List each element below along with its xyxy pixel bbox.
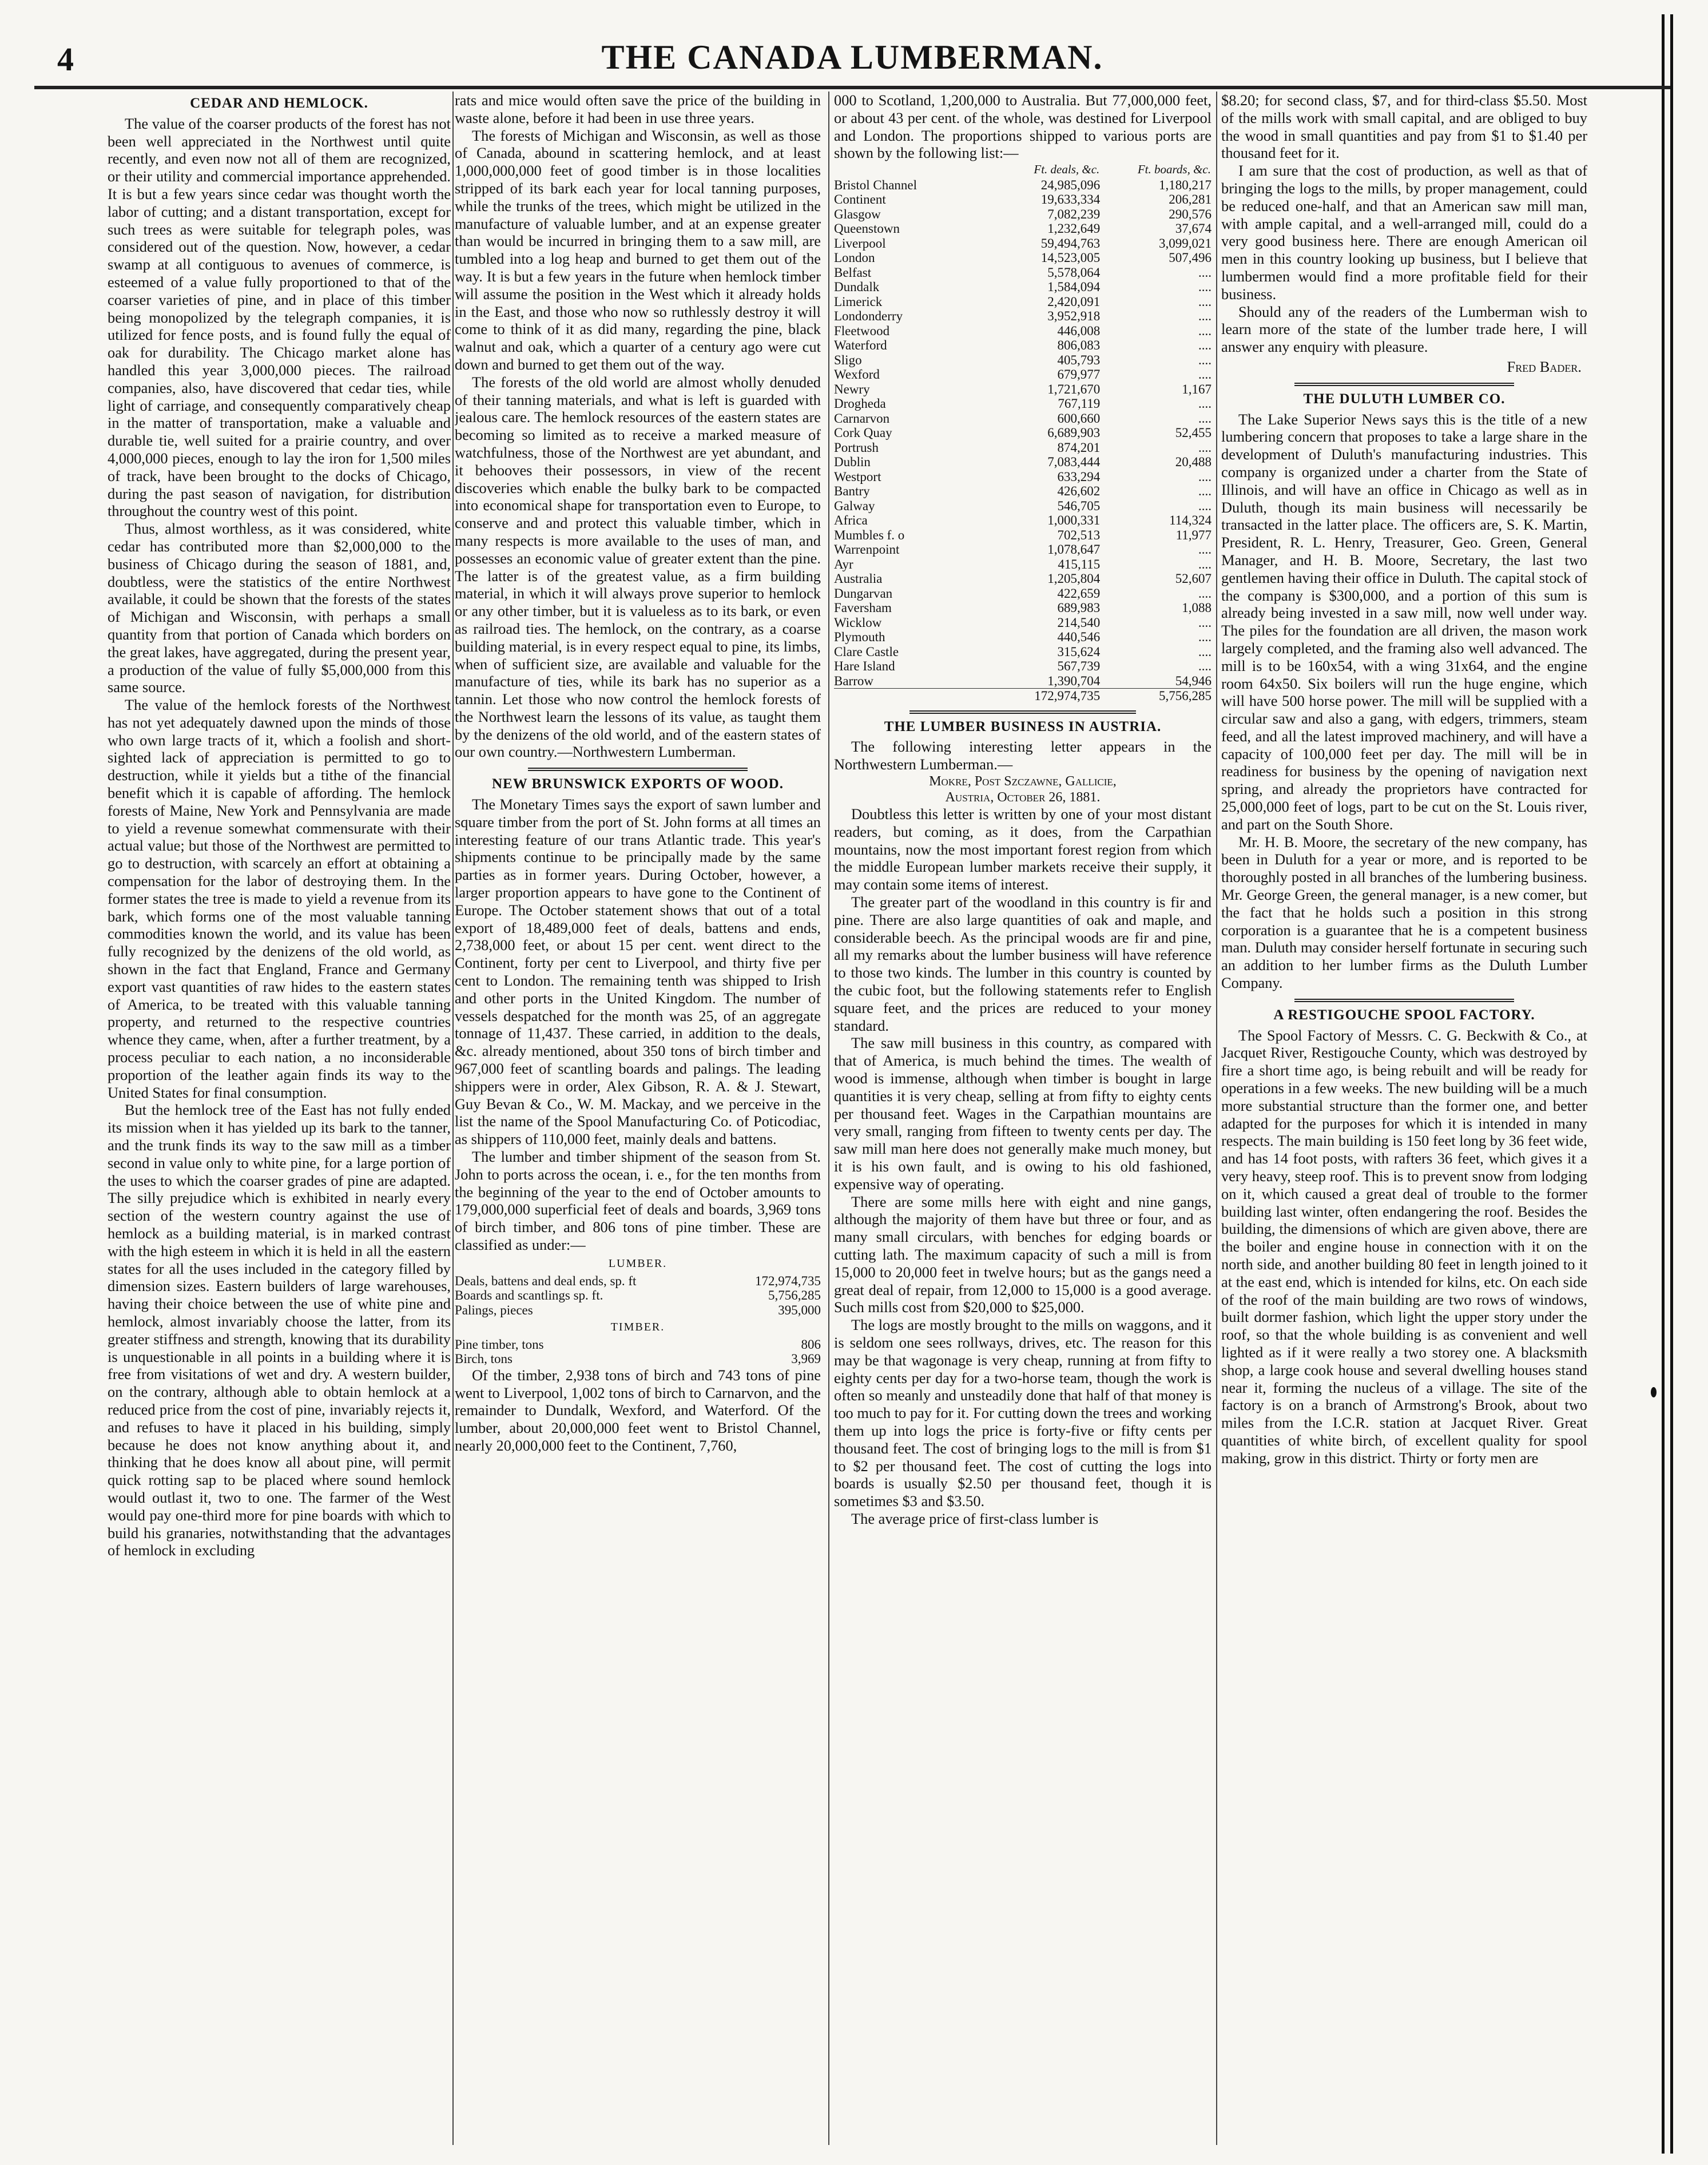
table-row: [834, 440, 1212, 455]
table-cell: Barrow: [834, 673, 873, 688]
table-cell: 422,659: [1057, 586, 1101, 601]
table-row: [834, 338, 1212, 353]
table-row: [834, 309, 1212, 324]
table-cell: 446,008: [1057, 323, 1101, 338]
table-row: [834, 295, 1212, 309]
article-heading-cedar-hemlock: CEDAR AND HEMLOCK.: [190, 96, 368, 111]
table-cell: 702,513: [1057, 527, 1101, 542]
table-total-row: [834, 689, 1212, 704]
lumber-table: [455, 1274, 821, 1318]
table-row: [834, 382, 1212, 397]
table-cell: 1,584,094: [1047, 280, 1101, 295]
ports-table: [834, 162, 1212, 704]
table-cell: 3,952,918: [1047, 309, 1101, 324]
table-cell: 3,969: [791, 1352, 821, 1366]
table-cell: 214,540: [1057, 615, 1101, 630]
table-header-row: [834, 162, 1212, 178]
table-cell: Boards and scantlings sp. ft.: [455, 1288, 603, 1303]
dateline: Austria, October 26, 1881.: [945, 790, 1101, 805]
header-rule: [34, 86, 1670, 89]
paragraph: Mr. H. B. Moore, the secretary of the new company, has been in Duluth for a year or more, and is reported to be thoroughly posted in all branches of the lumbering business. Mr. George Green, the general manager, is a new comer, but the fact that he holds such a position in this strong corporation is a guarantee that he is a competent business man. Duluth may consider herself fortunate in securing such an addition to her lumber firms as the Duluth Lumber Company.: [1221, 833, 1587, 992]
paragraph: The following interesting letter appears in the Northwestern Lumberman.—: [834, 738, 1212, 773]
paragraph: The saw mill business in this country, as compared with that of America, is much behind the times. The wealth of wood is immense, although when timber is bought in large quantities it is very cheap, selling at from fifty to eighty cents per thousand feet. Wages in the Carpathian mountains are very small, ranging from fifteen to twenty cents per day. The saw mill man here does not generally make much money, but it is his own fault, and is owing to his old fashioned, expensive way of operating.: [834, 1034, 1212, 1193]
table-cell: ....: [1198, 367, 1212, 382]
article-heading-austria: THE LUMBER BUSINESS IN AUSTRIA.: [884, 718, 1162, 734]
table-cell: ....: [1198, 440, 1212, 455]
table-cell: Clare Castle: [834, 644, 899, 659]
table-cell: 52,607: [1175, 571, 1212, 586]
table-row: [834, 353, 1212, 368]
table-cell: 1,390,704: [1047, 673, 1101, 688]
table-cell: 874,201: [1057, 440, 1101, 455]
table-cell: 1,000,331: [1047, 513, 1101, 528]
table-cell: 806,083: [1057, 338, 1101, 353]
paragraph: The average price of first-class lumber is: [851, 1509, 1099, 1527]
column-1: [108, 92, 451, 2145]
table-cell: 415,115: [1058, 557, 1101, 571]
table-cell: ....: [1198, 484, 1212, 499]
table-cell: Wexford: [834, 367, 880, 382]
table-cell: ....: [1198, 309, 1212, 324]
table-cell: 767,119: [1058, 396, 1101, 411]
table-cell: 6,689,903: [1047, 426, 1101, 440]
table-row: [834, 236, 1212, 251]
section-divider: [528, 768, 748, 771]
table-cell: 7,082,239: [1047, 206, 1101, 221]
table-cell: ....: [1198, 557, 1212, 571]
table-row: [834, 396, 1212, 411]
table-row: [834, 513, 1212, 528]
table-cell: Dublin: [834, 455, 871, 470]
table-row: [834, 470, 1212, 484]
table-cell: Continent: [834, 192, 886, 207]
column-4: [1221, 92, 1587, 2145]
paragraph: The lumber and timber shipment of the season from St. John to ports across the ocean, i. e., for the ten months from the beginning of the year to the end of October amounts to 179,000,000 superficial feet of deals and boards, 3,969 tons of birch timber, and 806 tons of pine timber. These are classified as under:—: [455, 1148, 821, 1253]
table-cell: Londonderry: [834, 309, 903, 324]
table-row: [834, 659, 1212, 674]
table-cell: 172,974,735: [755, 1273, 821, 1288]
article-heading-new-brunswick: NEW BRUNSWICK EXPORTS OF WOOD.: [492, 776, 784, 792]
paragraph: The forests of Michigan and Wisconsin, as well as those of Canada, abound in scattering hemlock, and at least 1,000,000,000 feet of good timber is in those localities stripped of its bark each year for local tanning purposes, while the trunks of the trees, which might be utilized in the manufacture of valuable lumber, and at an expense greater than would be incurred in bringing them to a saw mill, are tumbled into a log heap and burned to get them out of the way. It is but a few years in the future when hemlock timber will assume the position in the West which it already holds in the East, and those who now so ruthlessly destroy it will come to think of it as did many, regarding the pine, black walnut and oak, which a quarter of a century ago were cut down and burned to get them out of the way.: [455, 126, 821, 373]
table-cell: 14,523,005: [1040, 251, 1101, 265]
table-cell: Waterford: [834, 338, 887, 353]
table-cell: ....: [1198, 338, 1212, 353]
table-cell: Hare Island: [834, 659, 895, 674]
table-cell: Dundalk: [834, 280, 880, 295]
table-cell: 5,578,064: [1047, 265, 1101, 280]
paragraph: $8.20; for second class, $7, and for third-class $5.50. Most of the mills work with small capital, and are obliged to buy the wood in small quantities and pay from $1 to $1.40 per thousand feet for it.: [1221, 92, 1587, 162]
paragraph: The value of the coarser products of the forest has not been well appreciated in the Northwest until quite recently, and even now not all of them are recognized, or their utility and commercial importance apprehended. It is but a few years since cedar was thought worth the labor of cutting; and a distant transportation, except for such trees as were suitable for telegraph poles, was considered out of the question. Now, however, a cedar swamp at all contiguous to avenues of commerce, is esteemed of a value fully proportioned to that of the coarser varieties of pine, and in place of this timber being monopolized by the telegraph companies, it is utilized for fence posts, and is found fully the equal of oak for durability. The Chicago market alone has handled this year 3,000,000 pieces. The railroad companies, also, have discovered that cedar ties, while light of carriage, and consequently comparatively cheap in the matter of transportation, make a valuable and durable tie, well suited for a prairie country, and over 4,000,000 pieces, enough to lay the iron for 1,500 miles of track, have been brought to the docks of Chicago, during the past season of navigation, for distribution throughout the country west of this point.: [108, 114, 451, 520]
table-cell: 1,232,649: [1047, 221, 1101, 236]
table-cell: Warrenpoint: [834, 542, 900, 557]
table-cell: Glasgow: [834, 206, 881, 221]
table-row: [834, 280, 1212, 295]
table-cell: ....: [1198, 630, 1212, 645]
table-cell: 1,205,804: [1047, 571, 1101, 586]
table-cell: Dungarvan: [834, 586, 893, 601]
table-cell: Fleetwood: [834, 323, 890, 338]
newspaper-title: THE CANADA LUMBERMAN.: [601, 38, 1103, 76]
paragraph: Thus, almost worthless, as it was considered, white cedar has contributed more than $2,000,000 to the business of Chicago during the season of 1881, and, doubtless, were the statistics of the entire Northwest available, it could be shown that the forests of the states of Michigan and Wisconsin, with perhaps a small quantity from that portion of Canada which borders on the great lakes, have aggregated, during the present year, a production of the value of fully $5,000,000 from this same source.: [108, 520, 451, 696]
column-header: Ft. boards, &c.: [1137, 162, 1211, 177]
table-row: [455, 1352, 821, 1366]
paragraph: I am sure that the cost of production, as well as that of bringing the logs to the mills, by proper management, could be reduced one-half, and that an American saw mill man, with ample capital, and a well-arranged mill, could do a very good business here. There are enough American oil men in this country looking up business, but I believe that lumbermen would find a more profitable field for their business.: [1221, 162, 1587, 303]
table-cell: 37,674: [1175, 221, 1212, 236]
table-row: [834, 367, 1212, 382]
table-cell: ....: [1198, 542, 1212, 557]
paragraph: rats and mice would often save the price of the building in waste alone, before it had been in use three years.: [455, 92, 821, 126]
table-cell: 24,985,096: [1040, 177, 1101, 192]
table-cell: ....: [1198, 659, 1212, 674]
table-row: [834, 251, 1212, 265]
table-cell: 633,294: [1057, 469, 1101, 484]
table-row: [834, 542, 1212, 557]
table-cell: ....: [1198, 498, 1212, 513]
table-row: [834, 207, 1212, 222]
table-row: [834, 557, 1212, 572]
table-cell: Faversham: [834, 601, 892, 615]
table-cell: Africa: [834, 513, 868, 528]
table-cell: Limerick: [834, 294, 883, 309]
paragraph: The value of the hemlock forests of the Northwest has not yet adequately dawned upon the minds of those who own large tracts of it, which a foolish and short-sighted lack of appreciation is permitted to go to destruction, while it yields but a tithe of the financial benefit which it is capable of affording. The hemlock forests of Maine, New York and Pennsylvania are made to yield a revenue somewhat commensurate with their actual value; but those of the Northwest are permitted to go to destruction, with scarcely an effort at obtaining a compensation for the labor of destroying them. In the former states the tree is made to yield a revenue from its bark, which forms one of the most valuable tanning commodities known the world, and its value has been fully recognized by the denizens of the old world, as shown in the fact that England, France and Germany export vast quantities of raw hides to the eastern states of America, to be treated with this valuable tanning property, and returned to the respective countries whence they came, when, after a further treatment, by a process peculiar to each nation, a no inconsiderable proportion of the leather again finds its way to the United States for final consumption.: [108, 696, 451, 1101]
table-cell: Carnarvon: [834, 411, 890, 426]
table-cell: 315,624: [1057, 644, 1101, 659]
page-header: [34, 35, 1670, 87]
table-cell: 290,576: [1169, 206, 1212, 221]
table-cell: Newry: [834, 382, 870, 396]
paragraph: But the hemlock tree of the East has not fully ended its mission when it has yielded up its bark to the tanner, and the trunk finds its way to the saw mill as a timber second in value only to white pine, for a large portion of the uses to which the coarser grades of pine are adapted. The silly prejudice which is exhibited in nearly every section of the western country against the use of hemlock as a building material, is in marked contrast with the high esteem in which it is held in all the eastern states for all the uses included in the category filled by dimension sizes. Eastern builders of large warehouses, having their choice between the use of white pine and hemlock, almost invariably choose the latter, from its greater stiffness and strength, knowing that its durability is unquestionable in all points in a building where it is free from visitations of wet and dry. A western builder, on the contrary, although able to obtain hemlock at a reduced price from the cost of pine, invariably rejects it, and refuses to have it placed in his building, simply because he does not know anything about it, and thinking that he does know all about pine, will permit quick rotting sap to be placed where sound hemlock would outlast it, two to one. The farmer of the West would pay one-third more for pine boards with which to build his granaries, notwithstanding that the advantages of hemlock in excluding: [108, 1101, 451, 1559]
table-cell: ....: [1198, 265, 1212, 280]
table-cell: Deals, battens and deal ends, sp. ft: [455, 1273, 637, 1288]
table-cell: 689,983: [1057, 601, 1101, 615]
table-row: [834, 426, 1212, 440]
table-row: [834, 674, 1212, 689]
table-cell: 7,083,444: [1047, 455, 1101, 470]
paragraph: Of the timber, 2,938 tons of birch and 743 tons of pine went to Liverpool, 1,002 tons of birch to Carnarvon, and the remainder to Dundalk, Wexford, and Waterford. Of the lumber, about 20,000,000 feet went to Bristol Channel, nearly 20,000,000 feet to the Continent, 7,760,: [455, 1366, 821, 1455]
paragraph: The forests of the old world are almost wholly denuded of their tanning materials, and what is left is guarded with jealous care. The hemlock resources of the eastern states are becoming so limited as to receive a marked measure of watchfulness, those of the Northwest are yet abundant, and it behooves their possessors, in view of the recent discoveries which enable the bulky bark to be compacted into economical shape for transportation even to Europe, to conserve and and protect this valuable timber, which in many respects is more available to the uses of man, and possesses an economic value of greater extent than the pine. The latter is of the greatest value, as a firm building material, in which it will always prove superior to hemlock or any other timber, but it is valueless as to its bark, or even as railroad ties. The hemlock, on the contrary, as a coarse building material, is in every respect equal to pine, its limbs, when of sufficient size, are available and valuable for the manufacture of ties, while its bark has no superior as a tannin. Let those who now control the hemlock forests of the Northwest learn the lessons of its value, as taught them by the denizens of the old world, and of the eastern states of our own country.—Northwestern Lumberman.: [455, 373, 821, 761]
table-cell: Pine timber, tons: [455, 1337, 544, 1352]
table-cell: 20,488: [1175, 455, 1212, 470]
table-cell: ....: [1198, 280, 1212, 295]
table-cell: 1,078,647: [1047, 542, 1101, 557]
table-cell: 3,099,021: [1159, 236, 1212, 251]
table-cell: Bantry: [834, 484, 870, 499]
table-cell: ....: [1198, 644, 1212, 659]
paragraph: The Spool Factory of Messrs. C. G. Beckwith & Co., at Jacquet River, Restigouche County, which was destroyed by fire a short time ago, is being rebuilt and will be ready for operations in a few weeks. The new building will be a much more substantial structure than the former one, and better adapted for the purposes for which it is intended in many respects. The main building is 150 feet long by 36 feet wide, and has 14 foot posts, with rafters 36 feet, which gives it a very heavy, steep roof. This is to prevent snow from lodging on it, which caused a great deal of trouble to the former building last winter, often endangering the roof. Besides the building, the dimensions of which are given above, there are the boiler and engine house in connection with it on the north side, and another building 80 feet in length joined to it at the east end, which is intended for kilns, etc. On each side of the roof of the main building are two rows of windows, built dormer fashion, which light the upper story under the roof, so that the whole building is as convenient and well lighted as if it were really a two storey one. A blacksmith shop, a large cook house and several dwelling houses stand near it, forming the nucleus of a village. The site of the factory is on a branch of Armstrong's Brook, about two miles from the I.C.R. station at Jacquet River. Great quantities of white birch, of excellent quality for spool making, grow in this district. Thirty or forty men are: [1221, 1026, 1587, 1467]
paragraph: The Lake Superior News says this is the title of a new lumbering concern that proposes to take a large share in the development of Duluth's manufacturing industries. This company is organized under a charter from the State of Illinois, and will have an office in Chicago as well as in Duluth, though its main business will necessarily be transacted in the latter place. The officers are, S. K. Martin, President, R. L. Henry, Treasurer, Geo. Green, General Manager, and H. B. Moore, Secretary, the last two gentlemen having their office in Duluth. The capital stock of the company is $300,000, and a portion of this sum is already being invested in a saw mill, now well under way. The piles for the foundation are all driven, the mason work largely completed, and the framing also well advanced. The mill is to be 160x54, with a wing 31x64, and the engine room 64x50. Six boilers will run the huge engine, which will have 500 horse power. The mill will be supplied with a circular saw and also a gang, with edgers, trimmers, steam feed, and all the latest improved machinery, and will have a capacity of 100,000 feet per day. The mill will be in readiness for business by the opening of navigation next spring, and already the proprietors have contracted for 25,000,000 feet of logs, part to be cut on the St. Louis river, and part on the South Shore.: [1221, 410, 1587, 833]
table-cell: 1,088: [1182, 601, 1212, 615]
table-cell: Queenstown: [834, 221, 900, 236]
table-cell: 19,633,334: [1040, 192, 1101, 207]
table-row: [834, 324, 1212, 339]
paragraph: The logs are mostly brought to the mills on waggons, and it is seldom one sees rollways, drives, etc. The reason for this may be that wagonage is very cheap, running at from fifty to eighty cents per day for a two-horse team, though the work is often so meanly and unsteadily done that half of that money is too much to pay for it. For cutting down the trees and working them up into logs the price is forty-five or fifty cents per thousand feet. The cost of bringing logs to the mill is from $1 to $2 per thousand feet. The cost of cutting the logs into boards is usually $2.50 per thousand feet, though it is sometimes $3 and $3.50.: [834, 1316, 1212, 1510]
table-row: [834, 586, 1212, 601]
outer-border-rule: [1670, 14, 1673, 2154]
table-cell: Portrush: [834, 440, 879, 455]
table-cell: 546,705: [1057, 498, 1101, 513]
column-rule: [452, 92, 454, 2145]
table-row: [834, 411, 1212, 426]
table-cell: Mumbles f. o: [834, 527, 905, 542]
table-cell: 426,602: [1057, 484, 1101, 499]
table-row: [834, 571, 1212, 586]
table-row: [834, 630, 1212, 645]
timber-table: [455, 1337, 821, 1366]
page-number: 4: [57, 41, 74, 78]
table-subhead-lumber: LUMBER.: [608, 1257, 668, 1270]
table-row: [455, 1274, 821, 1289]
table-row: [834, 601, 1212, 615]
table-row: [834, 192, 1212, 207]
table-cell: 11,977: [1175, 527, 1212, 542]
table-cell: Ayr: [834, 557, 853, 571]
table-row: [834, 484, 1212, 499]
total-boards: 5,756,285: [1100, 689, 1212, 704]
table-cell: 507,496: [1169, 251, 1212, 265]
letter-signature: Fred Bader.: [1507, 357, 1582, 375]
table-cell: Drogheda: [834, 396, 886, 411]
section-divider: [1294, 999, 1514, 1002]
table-cell: Wicklow: [834, 615, 882, 630]
table-cell: 679,977: [1057, 367, 1101, 382]
table-cell: 440,546: [1057, 630, 1101, 645]
table-cell: 567,739: [1057, 659, 1101, 674]
table-cell: 806: [801, 1337, 821, 1352]
table-cell: Plymouth: [834, 630, 885, 645]
table-row: [834, 615, 1212, 630]
table-row: [834, 645, 1212, 660]
paragraph: Doubtless this letter is written by one of your most distant readers, but coming, as it does, from the Carpathian mountains, now the most important forest region from which the middle European lumber markets receive their supply, it may contain some items of interest.: [834, 805, 1212, 893]
paragraph: There are some mills here with eight and nine gangs, although the majority of them have but three or four, and as many small circulars, with benches for edging boards or cutting lath. The maximum capacity of such a mill is from 15,000 to 20,000 feet in twelve hours; but as the gangs need a great deal of repair, from 12,000 to 15,000 is a good average. Such mills cost from $20,000 to $25,000.: [834, 1193, 1212, 1316]
ports-table-body: [834, 178, 1212, 689]
table-cell: 1,721,670: [1047, 382, 1101, 396]
article-heading-restigouche: A RESTIGOUCHE SPOOL FACTORY.: [1273, 1007, 1535, 1023]
table-cell: 59,494,763: [1040, 236, 1101, 251]
table-row: [834, 178, 1212, 193]
section-divider: [909, 710, 1136, 714]
table-cell: 54,946: [1175, 673, 1212, 688]
table-cell: Palings, pieces: [455, 1302, 533, 1317]
table-cell: 405,793: [1057, 352, 1101, 367]
column-2: [455, 92, 821, 2145]
dateline: Mokre, Post Szczawne, Gallicie,: [929, 774, 1117, 789]
article-heading-duluth: THE DULUTH LUMBER CO.: [1303, 391, 1506, 407]
table-cell: 114,324: [1169, 513, 1212, 528]
table-cell: ....: [1198, 396, 1212, 411]
column-header: Ft. deals, &c.: [1034, 162, 1100, 177]
table-cell: Liverpool: [834, 236, 886, 251]
total-deals: 172,974,735: [1000, 689, 1100, 704]
column-rule: [1216, 92, 1217, 2145]
table-cell: Belfast: [834, 265, 872, 280]
ink-blot: [1651, 1387, 1657, 1397]
table-row: [455, 1303, 821, 1318]
table-row: [455, 1288, 821, 1303]
table-cell: Birch, tons: [455, 1352, 513, 1366]
table-cell: ....: [1198, 323, 1212, 338]
section-divider: [1294, 383, 1514, 386]
table-cell: 2,420,091: [1047, 294, 1101, 309]
table-cell: ....: [1198, 352, 1212, 367]
table-subhead-timber: TIMBER.: [610, 1321, 665, 1334]
table-row: [455, 1337, 821, 1352]
table-row: [834, 455, 1212, 470]
table-cell: 1,167: [1182, 382, 1212, 396]
table-cell: 5,756,285: [768, 1288, 821, 1303]
table-row: [834, 499, 1212, 514]
table-row: [834, 528, 1212, 543]
table-cell: ....: [1198, 411, 1212, 426]
table-cell: 52,455: [1175, 426, 1212, 440]
column-3: [834, 92, 1212, 2145]
table-cell: 600,660: [1057, 411, 1101, 426]
table-cell: ....: [1198, 294, 1212, 309]
table-cell: Galway: [834, 498, 875, 513]
table-row: [834, 221, 1212, 236]
table-cell: Australia: [834, 571, 883, 586]
table-cell: ....: [1198, 469, 1212, 484]
table-cell: London: [834, 251, 875, 265]
paragraph: 000 to Scotland, 1,200,000 to Australia. But 77,000,000 feet, or about 43 per cent. of the whole, was destined for Liverpool and London. The proportions shipped to various ports are shown by the following list:—: [834, 92, 1212, 162]
paragraph: The Monetary Times says the export of sawn lumber and square timber from the port of St. John forms at all times an interesting feature of our trans Atlantic trade. This year's shipments continue to be principally made by the same parties as in former years. During October, however, a larger proportion appears to have gone to the Continent of Europe. The October statement shows that out of a total export of 18,489,000 feet of deals, battens and ends, 2,738,000 feet, or about 15 per cent. went direct to the Continent, forty per cent to Liverpool, and thirty five per cent to London. The remaining tenth was shipped to Irish and other ports in the United Kingdom. The number of vessels despatched for the month was 25, of an aggregate tonnage of 11,437. These carried, in addition to the deals, &c. already mentioned, about 350 tons of birch timber and 967,000 feet of scantling boards and palings. The leading shippers were in order, Alex Gibson, R. A. & J. Stewart, Guy Bevan & Co., W. M. Mackay, and we perceive in the list the name of the Spool Manufacturing Co. of Poticodiac, as shippers of 110,000 feet, mainly deals and battens.: [455, 796, 821, 1148]
table-cell: Cork Quay: [834, 426, 892, 440]
table-cell: 1,180,217: [1159, 177, 1212, 192]
column-rule: [828, 92, 829, 2145]
table-cell: ....: [1198, 615, 1212, 630]
paragraph: The greater part of the woodland in this country is fir and pine. There are also large quantities of oak and maple, and considerable beech. As the principal woods are fir and pine, all my remarks about the lumber business will have reference to those two kinds. The lumber in this country is counted by the cubic foot, but the following statements refer to English square feet, and the prices are reduced to your money standard.: [834, 893, 1212, 1034]
paragraph: Should any of the readers of the Lumberman wish to learn more of the state of the lumber trade here, I will answer any enquiry with pleasure.: [1221, 303, 1587, 356]
table-cell: Westport: [834, 469, 881, 484]
table-cell: Bristol Channel: [834, 177, 917, 192]
table-cell: ....: [1198, 586, 1212, 601]
table-cell: 206,281: [1169, 192, 1212, 207]
outer-border-rule: [1662, 14, 1665, 2154]
table-row: [834, 265, 1212, 280]
table-cell: 395,000: [778, 1302, 821, 1317]
table-cell: Sligo: [834, 352, 862, 367]
